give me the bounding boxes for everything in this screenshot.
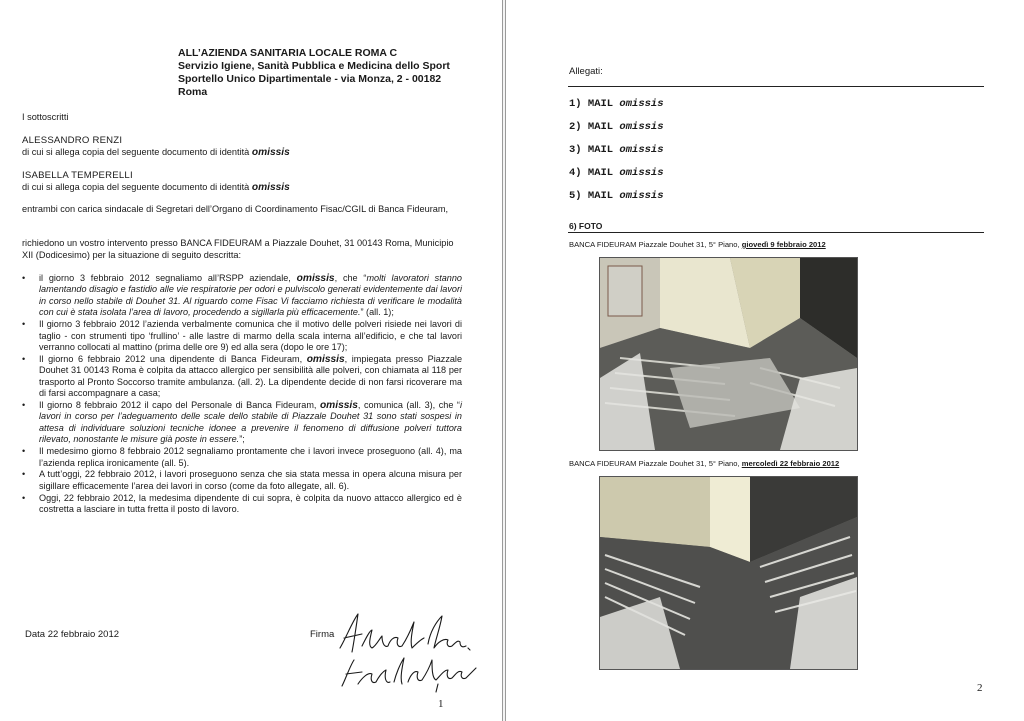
list-item: • Il giorno 6 febbraio 2012 una dipendente di Banca Fideuram, omissis, impiegata presso Piazzale Douhet 31 00143 Roma è colpita da attacco allergico per sensibilità alle polveri, con chiamata al 118 per trasporto al Pronto Soccorso tramite ambulanza. (all. 2). La dipendente decide di non farsi ricoverare ma di farsi accompagnare a casa; [22, 353, 462, 399]
page-number: 2 [977, 682, 983, 694]
attachment-mail-4: 4) MAIL omissis [569, 167, 664, 179]
staircase-photo-2 [599, 476, 858, 670]
divider-line [568, 232, 984, 233]
situation-list [22, 273, 462, 516]
role-paragraph: entrambi con carica sindacale di Segretari dell’Organo di Coordinamento Fisac/CGIL di Banca Fideuram, [22, 204, 449, 214]
signer-2-name: ISABELLA TEMPERELLI [22, 170, 133, 181]
list-item: • Oggi, 22 febbraio 2012, la medesima dipendente di cui sopra, è colpita da nuovo attacco allergico ed è costretta a lasciare in tutta fretta il posto di lavoro. [22, 492, 462, 515]
id-doc-text: di cui si allega copia del seguente documento di identità [22, 182, 250, 192]
signer-2-id-line [22, 182, 290, 194]
omissis-mark: omissis [251, 147, 290, 158]
handwritten-signatures [332, 608, 492, 694]
addressee-line-2: Servizio Igiene, Sanità Pubblica e Medicina dello Sport [178, 60, 450, 72]
page-number: 1 [438, 698, 444, 710]
list-item: • Il giorno 3 febbraio 2012 l’azienda verbalmente comunica che il motivo delle polveri risiede nei lavori di taglio - con strumenti tipo ‘frullino’ - alle lastre di marmo della scala interna all’edificio, e che tal lavori verranno collocati al mattino (prima delle ore 9) ed alla sera (dopo le ore 17); [22, 319, 462, 352]
addressee-line-3: Sportello Unico Dipartimentale - via Monza, 2 - 00182 [178, 73, 442, 85]
photo-2-caption: BANCA FIDEURAM Piazzale Douhet 31, 5° Piano, mercoledì 22 febbraio 2012 [569, 459, 840, 468]
letter-page-1 [0, 0, 503, 721]
attachment-mail-5: 5) MAIL omissis [569, 190, 664, 202]
attachment-mail-1: 1) MAIL omissis [569, 98, 664, 110]
letter-date: Data 22 febbraio 2012 [25, 629, 120, 640]
id-doc-text: di cui si allega copia del seguente documento di identità [22, 147, 250, 157]
allegati-label: Allegati: [569, 66, 603, 77]
attachment-mail-3: 3) MAIL omissis [569, 144, 664, 156]
attachment-mail-2: 2) MAIL omissis [569, 121, 664, 133]
photo-1-caption: BANCA FIDEURAM Piazzale Douhet 31, 5° Piano, giovedì 9 febbraio 2012 [569, 240, 826, 249]
omissis-mark: omissis [251, 182, 290, 193]
request-paragraph: richiedono un vostro intervento presso BANCA FIDEURAM a Piazzale Douhet, 31 00143 Roma, Municipio XII (Dodicesimo) per la situazione di seguito descritta: [22, 238, 454, 260]
list-item: • il giorno 3 febbraio 2012 segnaliamo all’RSPP aziendale, omissis, che “molti lavoratori stanno lamentando disagio e fastidio alle vie respiratorie per odori e pulviscolo generati evidentemente dai lavori in corso nello stabile di Douhet 31. Al riguardo come Fisac Vi facciamo richiesta di verificare le modalità con cui è stata isolata l’area di lavoro, procedendo a sigillarla più efficacemente.” (all. 1); [22, 273, 462, 318]
staircase-photo-1 [599, 257, 858, 451]
list-item: • Il medesimo giorno 8 febbraio 2012 segnaliamo prontamente che i lavori invece proseguono (all. 4), ma l’azienda replica ironicamente (all. 5). [22, 446, 462, 468]
foto-heading: 6) FOTO [569, 221, 603, 231]
addressee-line-4: Roma [178, 86, 208, 98]
list-item: • Il giorno 8 febbraio 2012 il capo del Personale di Banca Fideuram, omissis, comunica (all. 3), che “i lavori in corso per l’adeguamento delle scale dello stabile di Piazzale Douhet 31 sono stati sospesi in attesa di individuare soluzioni tecniche idonee a prevenire il fenomeno di diffusione polveri tuttora rilevato, nonostante le misure già poste in essere.”; [22, 399, 462, 445]
signer-1-name: ALESSANDRO RENZI [22, 135, 123, 146]
addressee-line-1: ALL’AZIENDA SANITARIA LOCALE ROMA C [178, 47, 398, 59]
addressee-block [178, 47, 478, 99]
firma-label: Firma [310, 629, 335, 640]
divider-line [568, 86, 984, 87]
signer-1-id-line [22, 147, 290, 159]
list-item: • A tutt’oggi, 22 febbraio 2012, i lavori proseguono senza che sia stata messa in opera alcuna misura per sigillare efficacemente l’area dei lavori in corso (come da foto allegate, all. 6). [22, 469, 462, 491]
intro-text: I sottoscritti [22, 112, 69, 122]
letter-page-2 [505, 0, 1024, 721]
